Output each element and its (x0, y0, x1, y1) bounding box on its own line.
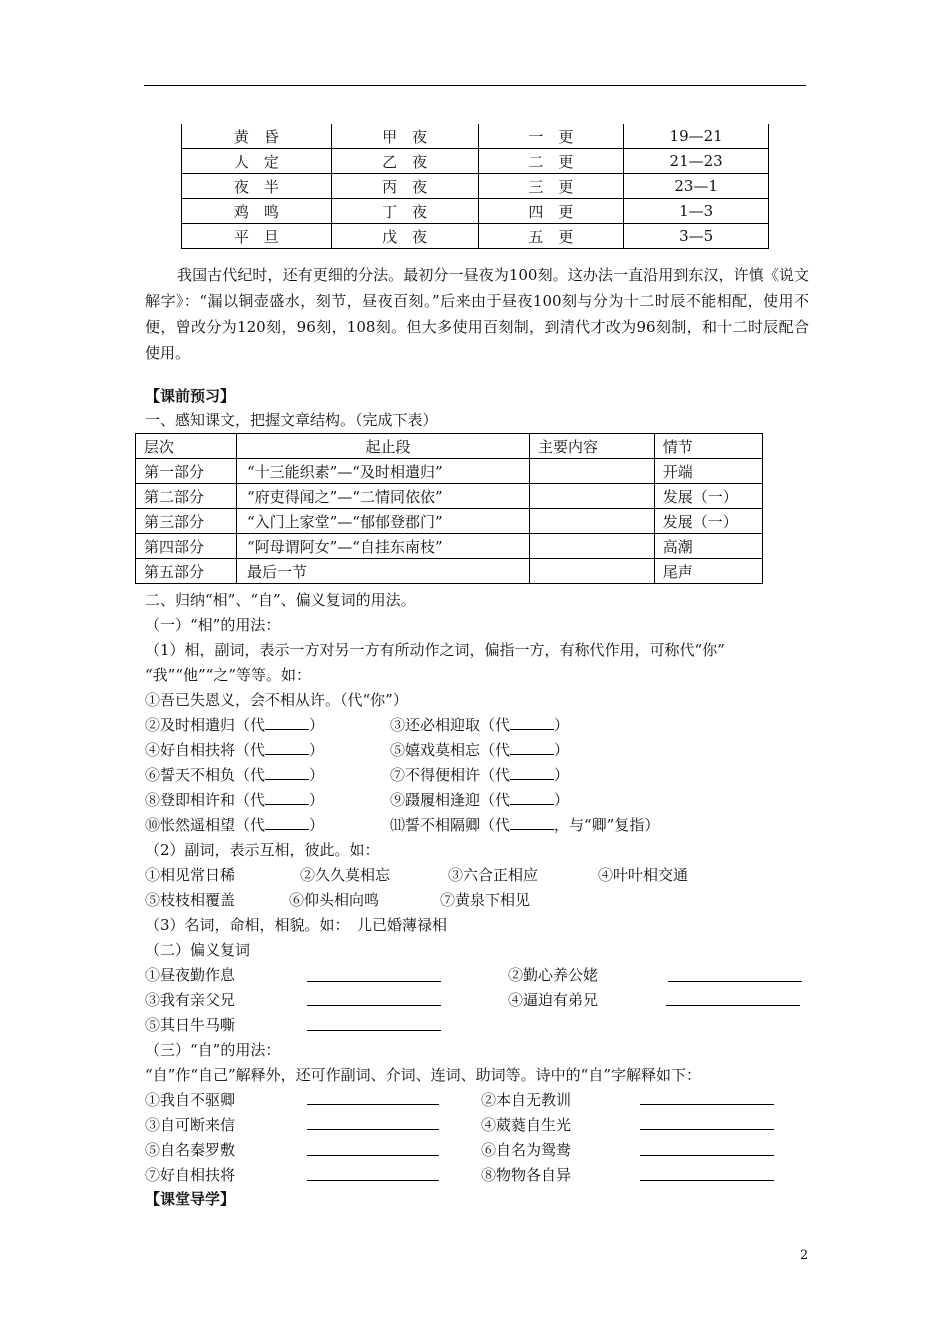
sub1-1-line2: “我”“他”“之”等等。如： (145, 666, 312, 684)
time-table-cell: 三 更 (478, 174, 624, 199)
task2-title: 二、归纳“相”、“自”、偏义复词的用法。 (145, 591, 416, 609)
example-text: ②及时相遣归（代 (145, 716, 266, 734)
time-table-cell: 21—23 (624, 149, 769, 174)
structure-cell: 第一部分 (136, 459, 237, 484)
example-10 (145, 815, 324, 835)
structure-cell: 第二部分 (136, 484, 237, 509)
time-table-cell: 乙 夜 (331, 149, 478, 174)
structure-cell: 尾声 (654, 559, 762, 584)
time-table-cell: 丙 夜 (331, 174, 478, 199)
answer-line[interactable] (640, 1129, 774, 1130)
close-paren: ） (309, 741, 325, 759)
example-2 (145, 715, 324, 735)
example-text: ⑦不得便相许（代 (390, 766, 511, 784)
time-table-cell: 3—5 (624, 224, 769, 249)
example-7 (390, 765, 569, 785)
time-table-cell: 鸡 鸣 (182, 199, 332, 224)
structure-header-cell: 起止段 (236, 434, 529, 459)
answer-line[interactable] (307, 1180, 439, 1181)
pianyi-4: ④逼迫有弟兄 (508, 991, 599, 1009)
structure-cell: 第四部分 (136, 534, 237, 559)
structure-header-cell: 层次 (136, 434, 237, 459)
structure-header-cell: 情节 (654, 434, 762, 459)
answer-blank[interactable] (510, 815, 554, 830)
structure-cell: 最后一节 (236, 559, 529, 584)
answer-line[interactable] (307, 1005, 441, 1006)
time-table-cell: 人 定 (182, 149, 332, 174)
main-content-cell[interactable] (530, 534, 655, 559)
zi-item-1: ①我自不驱卿 (145, 1091, 236, 1109)
time-table-cell: 丁 夜 (331, 199, 478, 224)
section-class-heading: 【课堂导学】 (145, 1190, 236, 1208)
sub1-1-line1: （1）相，副词，表示一方对另一方有所动作之词，偏指一方，有称代作用，可称代“你” (145, 641, 725, 659)
structure-cell: 第五部分 (136, 559, 237, 584)
structure-cell: 高潮 (654, 534, 762, 559)
close-paren: ） (309, 791, 325, 809)
answer-line[interactable] (307, 1155, 439, 1156)
example-4 (145, 740, 324, 760)
intro-paragraph: 我国古代纪时，还有更细的分法。最初分一昼夜为100刻。这办法一直沿用到东汉，许慎《说文解字》：“漏以铜壶盛水，刻节，昼夜百刻。”后来由于昼夜100刻与分为十二时辰不能相配，使用不便，曾改分为120刻，96刻，108刻。但大多使用百刻制，到清代才改为96刻制，和十二时辰配合使用。 (145, 266, 809, 362)
zi-item-8: ⑧物物各自异 (481, 1166, 572, 1184)
structure-header-cell: 主要内容 (530, 434, 655, 459)
answer-line[interactable] (640, 1155, 774, 1156)
time-table-row (182, 199, 769, 224)
answer-line[interactable] (668, 981, 802, 982)
sub3-title: （三）“自”的用法： (145, 1041, 281, 1059)
mutual-7: ⑦黄泉下相见 (440, 891, 531, 909)
section-preview-heading: 【课前预习】 (145, 387, 236, 405)
time-table-cell: 五 更 (478, 224, 624, 249)
time-table-cell: 一 更 (478, 124, 624, 149)
time-table-row (182, 124, 769, 149)
sub1-title: （一）“相”的用法： (145, 616, 281, 634)
answer-line[interactable] (307, 1030, 441, 1031)
example-11 (390, 815, 659, 835)
example-text: ⑤嬉戏莫相忘（代 (390, 741, 511, 759)
time-table-cell: 戊 夜 (331, 224, 478, 249)
structure-cell: “府吏得闻之”—“二情同依依” (236, 484, 529, 509)
answer-blank[interactable] (265, 815, 309, 830)
structure-cell: 发展（一） (654, 484, 762, 509)
header-rule (144, 85, 806, 86)
mutual-3: ③六合正相应 (448, 866, 539, 884)
time-table-row (182, 174, 769, 199)
sub1-2-title: （2）副词，表示互相，彼此。如： (145, 841, 380, 859)
structure-row (136, 559, 763, 584)
main-content-cell[interactable] (530, 509, 655, 534)
structure-cell: “阿母谓阿女”—“自挂东南枝” (236, 534, 529, 559)
page-number: 2 (800, 1248, 809, 1263)
zi-item-7: ⑦好自相扶将 (145, 1166, 236, 1184)
structure-cell: 开端 (654, 459, 762, 484)
structure-row (136, 459, 763, 484)
example-text: ④好自相扶将（代 (145, 741, 266, 759)
answer-blank[interactable] (265, 740, 309, 755)
zi-item-5: ⑤自名秦罗敷 (145, 1141, 236, 1159)
close-paren: ） (554, 741, 570, 759)
zi-item-4: ④葳蕤自生光 (481, 1116, 572, 1134)
time-table (181, 124, 769, 249)
structure-cell: 第三部分 (136, 509, 237, 534)
mutual-4: ④叶叶相交通 (598, 866, 689, 884)
zi-intro: “自”作“自己”解释外，还可作副词、介词、连词、助词等。诗中的“自”字解释如下： (145, 1066, 702, 1084)
mutual-5: ⑤枝枝相覆盖 (145, 891, 236, 909)
main-content-cell[interactable] (530, 459, 655, 484)
time-table-cell: 1—3 (624, 199, 769, 224)
answer-blank[interactable] (510, 765, 554, 780)
structure-cell: 发展（一） (654, 509, 762, 534)
time-table-cell: 二 更 (478, 149, 624, 174)
example-3 (390, 715, 569, 735)
answer-blank[interactable] (510, 715, 554, 730)
close-paren: ） (554, 791, 570, 809)
structure-cell: “十三能织素”—“及时相遣归” (236, 459, 529, 484)
example-text: ⑨蹑履相逢迎（代 (390, 791, 511, 809)
example-text: ，与“卿”复指） (554, 816, 660, 834)
structure-row (136, 484, 763, 509)
pianyi-2: ②勤心养公姥 (508, 966, 599, 984)
time-table-row (182, 149, 769, 174)
example-6 (145, 765, 324, 785)
answer-blank[interactable] (510, 790, 554, 805)
example-5 (390, 740, 569, 760)
time-table-cell: 平 旦 (182, 224, 332, 249)
example-text: ⑾誓不相隔卿（代 (390, 816, 511, 834)
answer-blank[interactable] (265, 715, 309, 730)
answer-blank[interactable] (265, 765, 309, 780)
answer-line[interactable] (640, 1180, 774, 1181)
main-content-cell[interactable] (530, 484, 655, 509)
close-paren: ） (554, 716, 570, 734)
time-table-cell: 19—21 (624, 124, 769, 149)
time-table-cell: 23—1 (624, 174, 769, 199)
time-table-cell: 四 更 (478, 199, 624, 224)
example-text: ③还必相迎取（代 (390, 716, 511, 734)
sub1-3-title: （3）名词，命相，相貌。如： 儿已婚薄禄相 (145, 916, 448, 934)
example-8 (145, 790, 324, 810)
time-table-row (182, 224, 769, 249)
answer-line[interactable] (640, 1104, 774, 1105)
answer-blank[interactable] (510, 740, 554, 755)
example-text: ⑧登即相许和（代 (145, 791, 266, 809)
close-paren: ） (309, 716, 325, 734)
pianyi-5: ⑤其日牛马嘶 (145, 1016, 236, 1034)
structure-cell: “入门上家堂”—“郁郁登郡门” (236, 509, 529, 534)
example-text: ⑥誓天不相负（代 (145, 766, 266, 784)
mutual-1: ①相见常日稀 (145, 866, 236, 884)
mutual-2: ②久久莫相忘 (300, 866, 391, 884)
structure-row (136, 534, 763, 559)
zi-item-2: ②本自无教训 (481, 1091, 572, 1109)
sub2-title: （二）偏义复词 (145, 941, 251, 959)
answer-line[interactable] (307, 1104, 439, 1105)
zi-item-6: ⑥自名为鸳鸯 (481, 1141, 572, 1159)
close-paren: ） (309, 816, 325, 834)
zi-item-3: ③自可断来信 (145, 1116, 236, 1134)
main-content-cell[interactable] (530, 559, 655, 584)
structure-row (136, 509, 763, 534)
structure-table (135, 433, 763, 584)
time-table-cell: 甲 夜 (331, 124, 478, 149)
answer-line[interactable] (666, 1005, 800, 1006)
example-1: ①吾已失恩义，会不相从许。（代“你”） (145, 691, 408, 709)
example-9 (390, 790, 569, 810)
mutual-6: ⑥仰头相向鸣 (289, 891, 380, 909)
answer-line[interactable] (307, 981, 441, 982)
answer-line[interactable] (307, 1129, 439, 1130)
answer-blank[interactable] (265, 790, 309, 805)
pianyi-3: ③我有亲父兄 (145, 991, 236, 1009)
time-table-cell: 夜 半 (182, 174, 332, 199)
time-table-cell: 黄 昏 (182, 124, 332, 149)
structure-header-row (136, 434, 763, 459)
close-paren: ） (554, 766, 570, 784)
pianyi-1: ①昼夜勤作息 (145, 966, 236, 984)
example-text: ⑩怅然遥相望（代 (145, 816, 266, 834)
task1-title: 一、感知课文，把握文章结构。（完成下表） (145, 411, 438, 429)
close-paren: ） (309, 766, 325, 784)
